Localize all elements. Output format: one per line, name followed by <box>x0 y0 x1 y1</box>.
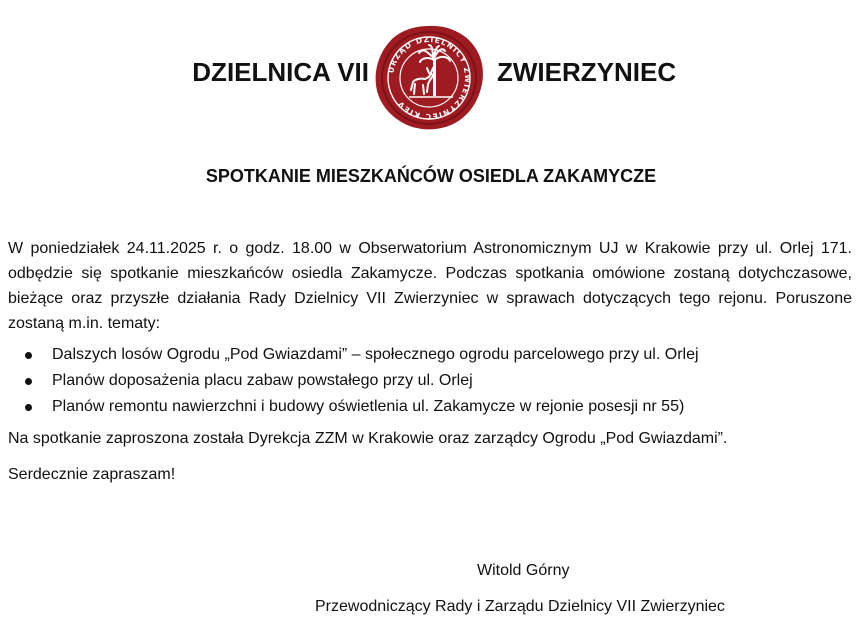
topic-text: Planów remontu nawierzchni i budowy oświetlenia ul. Zakamycze w rejonie posesji nr 55) <box>52 398 685 415</box>
list-item <box>8 342 852 368</box>
letterhead-district-number: DZIELNICA VII <box>192 57 369 87</box>
bullet-icon <box>25 378 32 385</box>
bullet-icon <box>25 352 32 359</box>
intro-paragraph: W poniedziałek 24.11.2025 r. o godz. 18.00 w Obserwatorium Astronomicznym UJ w Krakowie przy ul. Orlej 171. odbędzie się spotkanie mieszkańców osiedla Zakamycze. Podczas spotkania omówione zostaną dotychczasowe, bieżące oraz przyszłe działania Rady Dzielnicy VII Zwierzyniec w sprawach dotyczących tego rejonu. Poruszone zostaną m.in. tematy: <box>8 240 852 332</box>
topic-text: Planów doposażenia placu zabaw powstałego przy ul. Orlej <box>52 372 473 389</box>
district-seal-icon <box>373 24 485 132</box>
signature-name: Witold Górny <box>477 562 570 579</box>
topics-list <box>8 342 852 420</box>
invitation-paragraph: Na spotkanie zaproszona została Dyrekcja ZZM w Krakowie oraz zarządcy Ogrodu „Pod Gwiazdami”. <box>8 430 728 447</box>
svg-text:URZĄD DZIELNICY ZWIERZYNIEC KI: URZĄD DZIELNICY ZWIERZYNIEC KIEV <box>386 34 473 122</box>
list-item <box>8 394 852 420</box>
letterhead-district-name: ZWIERZYNIEC <box>497 57 677 87</box>
document-title: SPOTKANIE MIESZKAŃCÓW OSIEDLA ZAKAMYCZE <box>205 166 657 186</box>
closing-line: Serdecznie zapraszam! <box>8 466 176 483</box>
letterhead <box>0 24 862 134</box>
list-item <box>8 368 852 394</box>
bullet-icon <box>25 404 32 411</box>
signature-role: Przewodniczący Rady i Zarządu Dzielnicy VII Zwierzyniec <box>315 598 725 615</box>
document-body <box>8 236 852 488</box>
topic-text: Dalszych losów Ogrodu „Pod Gwiazdami” – społecznego ogrodu parcelowego przy ul. Orlej <box>52 346 699 363</box>
